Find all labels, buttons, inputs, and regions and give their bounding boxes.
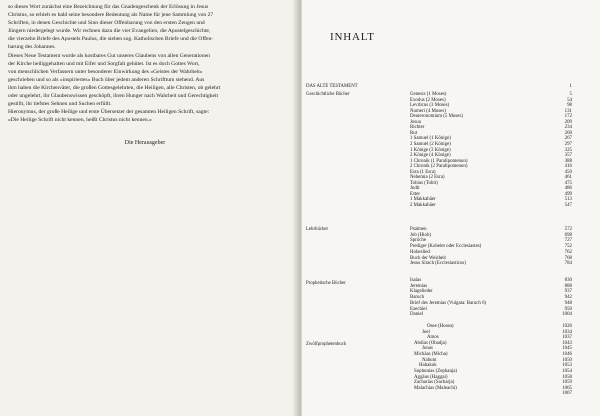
- toc-entry-label: 2 Könige (4 Könige): [410, 153, 451, 159]
- toc-entry-page: 784: [564, 261, 572, 267]
- toc-entry-label: Abdias (Obadja): [414, 340, 447, 346]
- toc-entry-label: Aggäus (Haggai): [414, 374, 448, 380]
- toc-entry-label: 1 Könige (3 Könige): [410, 147, 451, 153]
- text-line: die vierzehn Briefe des Apostels Paulus, die sieben sog. Katholischen Briefe und die Offen-: [8, 36, 214, 43]
- toc-entry-page: 1059: [562, 380, 572, 386]
- toc-entry-page: 1067: [562, 391, 572, 397]
- section-title: Lehrbücher: [306, 227, 329, 232]
- toc-entry-label: Deuteronomium (5 Moses): [410, 114, 463, 120]
- toc-entry-page: 297: [564, 141, 572, 147]
- toc-entry-label: Genesis (1 Moses): [410, 92, 447, 97]
- text-line: geschrieben und so als »inspiriertes« Buch über jedem anderen Schrifttum stehend. Aus: [8, 76, 205, 83]
- toc-entry-page: 98: [567, 103, 572, 109]
- toc-entry-page: 416: [564, 164, 572, 170]
- section-title: Prophetische Bücher: [306, 281, 346, 286]
- text-line: Dieses Neue Testament wurde als kostbares Gut unseres Glaubens von allen Generationen: [8, 52, 210, 59]
- toc-entry-label: 1 Chronik (1 Paralipomenon): [410, 158, 468, 164]
- text-line: Schriften, in denen Geschichte und Sinn dieser Offenbarung von den ersten Zeugen und: [8, 20, 205, 27]
- toc-entry-label: Baruch: [410, 295, 425, 301]
- toc-entry-page: 357: [564, 153, 572, 159]
- toc-entry-label: Brief des Jeremias (Vulgata: Baruch 6): [410, 300, 487, 306]
- toc-entry-label: Esra (1 Esra): [410, 169, 436, 175]
- toc-entry-page: 1004: [562, 312, 572, 318]
- toc-entry-page: 1043: [562, 340, 572, 346]
- toc-entry-label: Jonas: [422, 346, 433, 352]
- page-number: 1: [569, 84, 572, 89]
- toc-entry-label: 1 Makkabäer: [410, 197, 436, 203]
- toc-entry-page: 572: [564, 227, 572, 232]
- left-page-text: [8, 3, 290, 124]
- toc-entry-label: Amos: [427, 335, 439, 341]
- toc-entry-label: Prediger (Kohelet oder Ecclesiastes): [410, 244, 482, 250]
- toc-entry-label: Isaias: [410, 278, 422, 283]
- toc-entry-label: Nehemia (2 Esra): [410, 175, 445, 181]
- toc-entry-page: 131: [564, 108, 572, 114]
- text-line: barung des Johannes.: [8, 44, 56, 51]
- toc-entry-page: 260: [564, 130, 572, 136]
- toc-entry-page: 950: [564, 306, 572, 312]
- toc-entry-label: Jeremias: [410, 283, 428, 289]
- toc-entry-label: Daniel: [410, 312, 424, 318]
- toc-entry-label: Judit: [410, 186, 420, 192]
- text-line: oder ungelehrt, ihr Glaubenswissen geschöpft, ihren Hunger nach Wahrheit und Gerechtigkeit: [8, 93, 219, 100]
- toc-entry-page: 948: [564, 300, 572, 306]
- toc-entry-page: 762: [564, 249, 572, 255]
- left-page: [0, 0, 298, 416]
- toc-entry-page: 1065: [562, 385, 572, 391]
- section-title: Zwölfprophetenbuch: [306, 342, 347, 347]
- toc-entry-page: 1046: [562, 352, 572, 358]
- toc-entry-label: Sophonias (Zephanja): [414, 368, 458, 374]
- toc-entry-page: 325: [564, 147, 572, 153]
- toc-entry-label: Habakuk: [419, 363, 437, 369]
- toc-entry-page: 727: [564, 238, 572, 244]
- toc-entry-page: 752: [564, 244, 572, 250]
- toc-entry-page: 209: [564, 119, 572, 125]
- toc-entry-label: Buch der Weisheit: [410, 255, 446, 261]
- page-title: INHALT: [330, 31, 375, 43]
- toc-entry-label: Sprüche: [410, 238, 427, 244]
- toc-entry-label: Exodus (2 Moses): [410, 97, 446, 103]
- text-line: gestillt, ihr tiefstes Sehnen und Suchen erfüllt.: [8, 101, 112, 108]
- toc-entry-label: Hoheslied: [410, 249, 430, 255]
- toc-entry-label: Michäas (Micha): [414, 352, 448, 358]
- toc-entry-label: Richter: [410, 125, 425, 131]
- toc-entry-label: Zacharias (Sacharja): [414, 380, 455, 386]
- toc-entry-page: 1053: [562, 363, 572, 369]
- toc-entry-label: 2 Chronik (2 Paralipomenon): [410, 164, 468, 170]
- toc-entry-label: Tobias (Tobit): [410, 180, 438, 186]
- toc-entry-label: Joel: [422, 329, 430, 335]
- toc-entry-label: Job (Hiob): [410, 232, 432, 238]
- toc-entry-page: 888: [564, 283, 572, 289]
- toc-entry-page: 1037: [562, 335, 572, 341]
- toc-entry-page: 450: [564, 169, 572, 175]
- toc-entry-page: 513: [564, 197, 572, 203]
- toc-entry-label: 1 Samuel (1 Könige): [410, 136, 451, 142]
- toc-entry-page: 1054: [562, 368, 572, 374]
- toc-entry-page: 830: [564, 278, 572, 283]
- text-line: Christus, so erhielt es bald seine besondere Bedeutung als Name für jene Sammlung von 27: [8, 12, 214, 19]
- toc-entry-label: Numeri (4 Moses): [410, 108, 446, 114]
- toc-entry-page: 942: [564, 295, 572, 301]
- toc-entry-label: Malachias (Maleachi): [414, 385, 457, 391]
- toc-entry-page: 937: [564, 289, 572, 295]
- toc-entry-page: 1034: [562, 329, 572, 335]
- toc-entry-page: 54: [567, 97, 572, 103]
- toc-entry-page: 5: [569, 92, 572, 97]
- toc-entry-page: 499: [564, 191, 572, 197]
- toc-entry-page: 234: [564, 125, 572, 131]
- section-title: DAS ALTE TESTAMENT: [306, 84, 358, 89]
- toc-entry-page: 461: [564, 175, 572, 181]
- toc-entry-page: 1026: [562, 324, 572, 329]
- toc-entry-page: 172: [564, 114, 572, 120]
- text-line: Jüngern niedergelegt wurde. Wir rechnen dazu die vier Evangelien, die Apostelgeschichte,: [8, 28, 211, 35]
- toc-entry-page: 267: [564, 136, 572, 142]
- right-page: [302, 0, 600, 416]
- toc-entry-page: 1058: [562, 374, 572, 380]
- toc-entry-label: Osee (Hosea): [427, 324, 454, 329]
- toc-entry-label: Nahum: [422, 357, 437, 363]
- toc-entry-label: Ezechiel: [410, 306, 427, 312]
- text-line: so dieses Wort zunächst eine Bezeichnung für das Gnadengeschenk der Erlösung in Jesus: [8, 4, 209, 10]
- toc-entry-page: 475: [564, 180, 572, 186]
- toc-entry-page: 698: [564, 232, 572, 238]
- toc-entry-label: Josua: [410, 119, 421, 125]
- text-line: »Die Heilige Schrift nicht kennen, heißt Christus nicht kennen.«: [8, 117, 152, 124]
- toc-entry-page: 1045: [562, 346, 572, 352]
- toc-entry-page: 388: [564, 158, 572, 164]
- text-line: ihm haben die Kirchenväter, die großen Gottesgelehrten, die Heiligen, alle Christen, ob gelehrt: [8, 84, 221, 91]
- toc-entry-label: Jesus Sirach (Ecclesiasticus): [410, 261, 466, 267]
- text-line: Hieronymus, der große Heilige und erste Übersetzer der gesamten Heiligen Schrift, sagte:: [8, 109, 210, 116]
- toc-entry-page: 1050: [562, 357, 572, 363]
- toc-entry-page: 547: [564, 203, 572, 208]
- toc-entry-label: Psalmen: [410, 227, 427, 232]
- toc-entry-label: Rut: [410, 130, 418, 136]
- toc-entry-label: Klagelieder: [410, 289, 433, 295]
- text-line: von menschlichen Verfassern unter besonderer Einwirkung des »Geistes der Wahrheit«: [8, 68, 203, 75]
- toc-entry-label: 2 Makkabäer: [410, 203, 436, 208]
- toc-entry-label: Leviticus (3 Moses): [410, 103, 450, 109]
- toc-entry-label: 2 Samuel (2 Könige): [410, 141, 451, 147]
- section-title: Geschichtliche Bücher: [306, 92, 350, 97]
- text-line: der Kirche heiliggehalten und mit Eifer und Sorgfalt gehütet. Ist es doch Gottes Wort,: [8, 60, 200, 67]
- signature: Die Herausgeber: [124, 140, 166, 146]
- toc-entry-page: 768: [564, 255, 572, 261]
- toc-entry-page: 486: [564, 186, 572, 192]
- toc-entry-label: Ester: [410, 191, 421, 197]
